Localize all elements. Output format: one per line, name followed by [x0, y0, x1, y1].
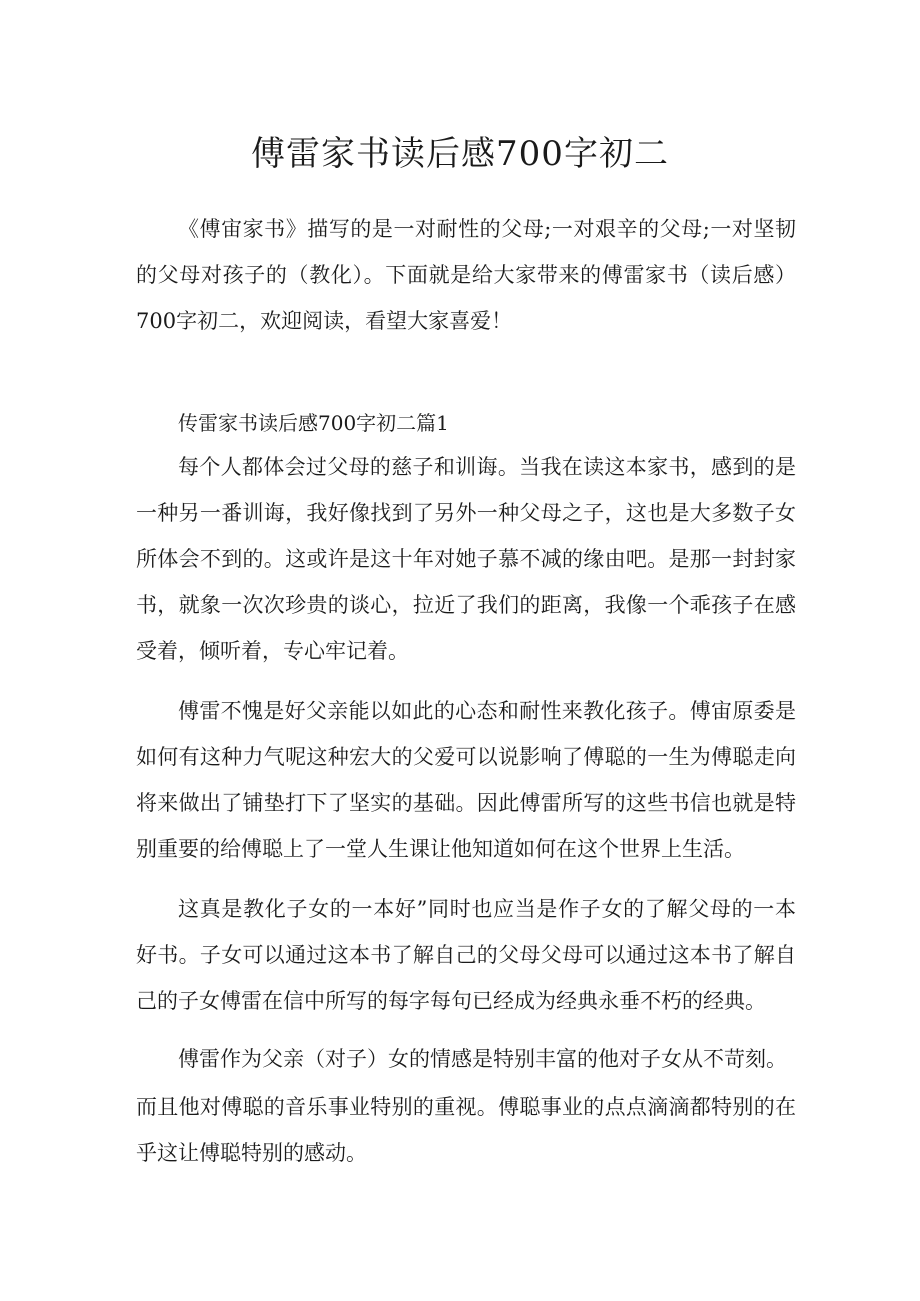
section-heading: 传雷家书读后感700字初二篇1 — [178, 411, 449, 435]
body-paragraph-3: 这真是教化子女的一本好”同时也应当是作子女的了解父母的一本好书。子女可以通过这本书了解自己的父母父母可以通过这本书了解自己的子女傅雷在信中所写的每字每句已经成为经典永垂不朽的经典。 — [136, 897, 796, 1013]
body-paragraph-5: 而且他对傅聪的音乐事业特别的重视。傅聪事业的点点滴滴都特别的在乎这让傅聪特别的感动。 — [136, 1095, 796, 1165]
document-title: 傅雷家书读后感700字初二 — [251, 134, 669, 174]
body-paragraph-4: 傅雷作为父亲（对子）女的情感是特别丰富的他对子女从不苛刻。 — [178, 1047, 787, 1071]
intro-paragraph: 《傅宙家书》描写的是一对耐性的父母;一对艰辛的父母;一对坚韧的父母对孩子的（教化）。下面就是给大家带来的傅雷家书（读后感）700字初二，欢迎阅读，看望大家喜爱！ — [136, 217, 796, 333]
body-paragraph-2: 傅雷不愧是好父亲能以如此的心态和耐性来教化孩子。傅宙原委是如何有这种力气呢这种宏大的父爱可以说影响了傅聪的一生为傅聪走向将来做出了铺垫打下了坚实的基础。因此傅雷所写的这些书信也就是特别重要的给傅聪上了一堂人生课让他知道如何在这个世界上生活。 — [136, 699, 796, 861]
body-paragraph-1: 每个人都体会过父母的慈子和训诲。当我在读这本家书，感到的是一种另一番训诲，我好像找到了另外一种父母之子，这也是大多数子女所体会不到的。这或许是这十年对她子慕不减的缘由吧。是那一封封家书，就象一次次珍贵的谈心，拉近了我们的距离，我像一个乖孩子在感受着，倾听着，专心牢记着。 — [136, 455, 796, 663]
